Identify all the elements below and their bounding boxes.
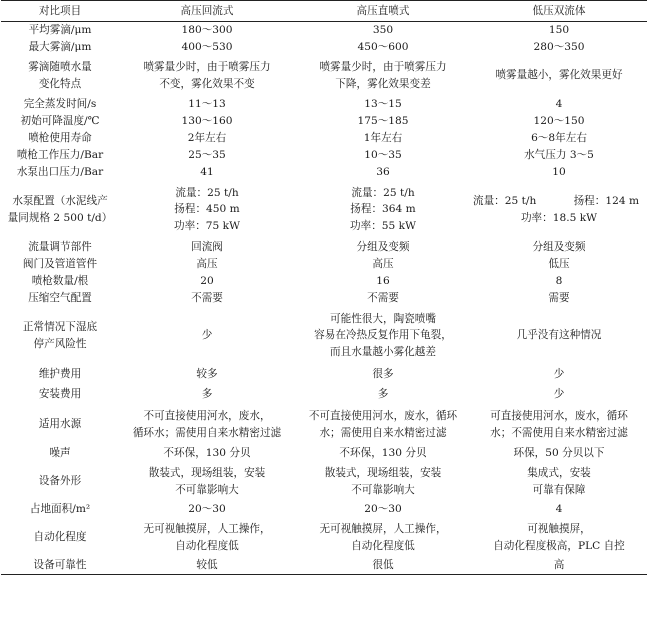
cell-line: 不需要 [367, 291, 399, 304]
row-label [1, 113, 119, 130]
cell-line: 不需要 [191, 291, 223, 304]
cell-high-pressure-return [119, 239, 295, 256]
cell-line: 停产风险性 [33, 337, 87, 350]
cell-low-pressure-twin-fluid [471, 164, 647, 181]
cell-line: 180～300 [181, 24, 233, 36]
cell-high-pressure-return [119, 164, 295, 181]
cell-line: 喷雾量少时，由于喷雾压力 [319, 61, 447, 73]
cell-high-pressure-direct [295, 239, 471, 256]
cell-low-pressure-twin-fluid [471, 405, 647, 445]
table-row [1, 181, 647, 239]
cell-low-pressure-twin-fluid [471, 385, 647, 405]
cell-line: 流量：25 t/h [175, 186, 239, 199]
cell-high-pressure-direct [295, 385, 471, 405]
cell-line: 450～600 [357, 40, 409, 53]
cell-line: 喷枪工作压力/Bar [16, 148, 104, 161]
cell-low-pressure-twin-fluid [471, 56, 647, 96]
cell-line: 流量：25 t/h [351, 186, 415, 199]
cell-line: 散装式，现场组装，安装 [324, 467, 442, 479]
cell-line: 4 [555, 503, 563, 516]
cell-line: 16 [376, 274, 390, 287]
cell-line: 自动化程度极高，PLC 自控 [493, 539, 625, 552]
cell-line: 容易在冷热反复作用下龟裂， [314, 329, 452, 342]
cell-high-pressure-direct [295, 96, 471, 113]
cell-line: 扬程：450 m [174, 203, 240, 216]
cell-high-pressure-direct [295, 365, 471, 385]
cell-high-pressure-direct [295, 113, 471, 130]
cell-line: 功率：18.5 kW [520, 211, 598, 224]
header-high-pressure-direct: 高压直喷式 [295, 1, 471, 22]
cell-line: 1年左右 [363, 131, 403, 144]
cell-line: 功率：75 kW [174, 219, 240, 232]
cell-high-pressure-return [119, 463, 295, 501]
cell-high-pressure-return [119, 290, 295, 307]
cell-low-pressure-twin-fluid [471, 501, 647, 519]
cell-low-pressure-twin-fluid [471, 463, 647, 501]
cell-line: 少 [201, 329, 213, 342]
cell-line: 变化特点 [38, 77, 82, 90]
row-label [1, 365, 119, 385]
cell-line: 无可视触摸屏，人工操作， [143, 523, 271, 535]
cell-low-pressure-twin-fluid [471, 39, 647, 56]
cell-line: 13～15 [364, 97, 402, 110]
cell-line: 不变，雾化效果不变 [159, 77, 255, 90]
table-row [1, 501, 647, 519]
cell-line: 36 [376, 165, 390, 178]
cell-high-pressure-return [119, 557, 295, 575]
cell-line: 散装式，现场组装，安装 [148, 467, 266, 479]
cell-high-pressure-return [119, 181, 295, 239]
cell-line: 不环保，130 分贝 [163, 447, 251, 460]
cell-line: 扬程：364 m [350, 203, 416, 216]
cell-high-pressure-direct [295, 147, 471, 164]
cell-high-pressure-direct [295, 501, 471, 519]
cell-line: 11～13 [188, 97, 226, 110]
header-item: 对比项目 [1, 1, 119, 22]
cell-line: 回流阀 [191, 240, 223, 253]
cell-line: 量同规格 2 500 t/d） [7, 211, 113, 224]
cell-line: 雾滴随喷水量 [28, 61, 92, 73]
table-row [1, 463, 647, 501]
cell-high-pressure-direct [295, 130, 471, 147]
table-row [1, 147, 647, 164]
table-row [1, 557, 647, 575]
cell-line: 低压 [548, 257, 570, 270]
row-label [1, 181, 119, 239]
row-label [1, 130, 119, 147]
cell-line: 120～150 [533, 114, 585, 127]
cell-line: 很低 [372, 559, 394, 571]
row-label [1, 290, 119, 307]
cell-line: 阀门及管道管件 [22, 257, 98, 270]
row-label [1, 501, 119, 519]
cell-low-pressure-twin-fluid [471, 147, 647, 164]
table-row [1, 519, 647, 557]
cell-line: 喷枪数量/根 [31, 274, 89, 287]
cell-high-pressure-direct [295, 405, 471, 445]
cell-line: 高 [553, 559, 565, 571]
cell-high-pressure-return [119, 113, 295, 130]
row-label [1, 463, 119, 501]
cell-line: 喷雾量越小，雾化效果更好 [495, 69, 623, 82]
cell-line: 适用水源 [38, 418, 82, 431]
cell-high-pressure-return [119, 22, 295, 39]
cell-line: 8 [555, 274, 563, 287]
table-row [1, 365, 647, 385]
cell-line: 较低 [196, 559, 218, 571]
table-row [1, 56, 647, 96]
cell-high-pressure-direct [295, 164, 471, 181]
cell-line: 噪声 [49, 447, 71, 460]
pump-pair [473, 193, 645, 210]
cell-line: 水泵出口压力/Bar [16, 165, 104, 178]
table-row [1, 273, 647, 290]
cell-high-pressure-direct [295, 519, 471, 557]
cell-line: 20～30 [188, 503, 226, 516]
row-label [1, 39, 119, 56]
cell-line: 280～350 [533, 40, 585, 53]
cell-line: 自动化程度低 [175, 539, 239, 552]
cell-line: 水泵配置（水泥线产 [12, 195, 108, 207]
cell-high-pressure-return [119, 501, 295, 519]
cell-low-pressure-twin-fluid [471, 307, 647, 365]
cell-line: 41 [200, 165, 214, 178]
cell-line: 不可靠影响大 [175, 483, 239, 496]
cell-line: 25～35 [188, 148, 226, 161]
cell-high-pressure-return [119, 385, 295, 405]
cell-high-pressure-direct [295, 39, 471, 56]
cell-line: 400～530 [181, 40, 233, 53]
cell-low-pressure-twin-fluid [471, 557, 647, 575]
table-row [1, 39, 647, 56]
cell-line: 多 [377, 388, 389, 401]
cell-line: 少 [553, 388, 565, 401]
row-label [1, 147, 119, 164]
comparison-table [1, 0, 647, 575]
cell-high-pressure-return [119, 96, 295, 113]
cell-line: 不环保，130 分贝 [339, 447, 427, 460]
row-label [1, 405, 119, 445]
row-label [1, 445, 119, 463]
cell-high-pressure-return [119, 273, 295, 290]
table-row [1, 385, 647, 405]
cell-high-pressure-direct [295, 307, 471, 365]
cell-line: 正常情况下湿底 [22, 321, 98, 333]
cell-low-pressure-twin-fluid [471, 445, 647, 463]
cell-high-pressure-direct [295, 256, 471, 273]
table-row [1, 130, 647, 147]
cell-low-pressure-twin-fluid [471, 365, 647, 385]
cell-line: 150 [548, 24, 570, 36]
cell-high-pressure-return [119, 445, 295, 463]
cell-line: 设备可靠性 [33, 559, 87, 571]
cell-line: 不可靠影响大 [351, 483, 415, 496]
table-row [1, 96, 647, 113]
row-label [1, 519, 119, 557]
cell-line: 10～35 [364, 148, 402, 161]
cell-high-pressure-direct [295, 557, 471, 575]
row-label [1, 557, 119, 575]
table-body [1, 22, 647, 575]
table-row [1, 22, 647, 39]
row-label [1, 164, 119, 181]
cell-line: 喷枪使用寿命 [28, 131, 92, 144]
cell-line: 平均雾滴/μm [28, 24, 92, 36]
cell-low-pressure-twin-fluid [471, 256, 647, 273]
cell-line: 可能性很大，陶瓷喷嘴 [330, 312, 436, 325]
cell-high-pressure-return [119, 147, 295, 164]
cell-low-pressure-twin-fluid [471, 113, 647, 130]
cell-line: 需要 [548, 291, 570, 304]
header-row [1, 1, 647, 22]
cell-high-pressure-return [119, 39, 295, 56]
cell-line: 扬程：124 m [573, 195, 639, 207]
cell-line: 4 [555, 97, 563, 110]
table-row [1, 113, 647, 130]
table-row [1, 256, 647, 273]
row-label [1, 273, 119, 290]
cell-line: 而且水量越小雾化越差 [330, 345, 436, 358]
cell-low-pressure-twin-fluid [471, 290, 647, 307]
cell-line: 环保，50 分贝以下 [513, 447, 605, 460]
cell-line: 不可直接使用河水，废水，循环 [308, 410, 458, 422]
cell-line: 175～185 [357, 114, 409, 127]
cell-line: 高压 [196, 257, 218, 270]
row-label [1, 239, 119, 256]
cell-line: 可直接使用河水，废水，循环 [490, 410, 628, 422]
cell-line: 水气压力 3～5 [524, 148, 594, 161]
cell-low-pressure-twin-fluid [471, 96, 647, 113]
cell-line: 高压 [372, 257, 394, 270]
table-row [1, 290, 647, 307]
cell-high-pressure-direct [295, 22, 471, 39]
cell-line: 可靠有保障 [532, 483, 586, 496]
cell-line: 分组及变频 [532, 240, 586, 253]
cell-line: 占地面积/m² [29, 503, 91, 516]
cell-line: 下降，雾化效果变差 [335, 77, 431, 90]
cell-line: 水；需使用自来水精密过滤 [319, 426, 447, 439]
table-row [1, 405, 647, 445]
cell-low-pressure-twin-fluid [471, 239, 647, 256]
cell-high-pressure-return [119, 56, 295, 96]
cell-high-pressure-return [119, 519, 295, 557]
cell-line: 较多 [196, 368, 218, 381]
cell-line: 自动化程度 [33, 531, 87, 544]
cell-low-pressure-twin-fluid [471, 22, 647, 39]
cell-line: 循环水；需使用自来水精密过滤 [132, 426, 282, 439]
cell-high-pressure-direct [295, 445, 471, 463]
cell-line: 350 [372, 24, 394, 36]
cell-line: 维护费用 [38, 368, 82, 381]
table-row [1, 164, 647, 181]
cell-line: 20 [200, 274, 214, 287]
cell-line: 水；不需使用自来水精密过滤 [490, 426, 628, 439]
cell-high-pressure-return [119, 130, 295, 147]
cell-line: 压缩空气配置 [28, 291, 92, 304]
cell-line: 喷雾量少时，由于喷雾压力 [143, 61, 271, 73]
cell-line: 完全蒸发时间/s [23, 97, 97, 110]
cell-high-pressure-return [119, 256, 295, 273]
row-label [1, 385, 119, 405]
cell-high-pressure-direct [295, 273, 471, 290]
table-row [1, 239, 647, 256]
row-label [1, 56, 119, 96]
cell-line: 自动化程度低 [351, 539, 415, 552]
header-low-pressure-twin-fluid: 低压双流体 [471, 1, 647, 22]
row-label [1, 22, 119, 39]
cell-high-pressure-direct [295, 290, 471, 307]
cell-line: 功率：55 kW [350, 219, 416, 232]
row-label [1, 96, 119, 113]
cell-high-pressure-direct [295, 463, 471, 501]
cell-line: 少 [553, 368, 565, 381]
cell-line: 流量：25 t/h [473, 195, 537, 207]
cell-line: 最大雾滴/μm [28, 40, 92, 53]
cell-high-pressure-return [119, 365, 295, 385]
cell-line: 几乎没有这种情况 [516, 329, 602, 342]
cell-line: 很多 [372, 368, 394, 381]
cell-line: 20～30 [364, 503, 402, 516]
cell-line: 安装费用 [38, 388, 82, 401]
table-row [1, 445, 647, 463]
cell-low-pressure-twin-fluid [471, 181, 647, 239]
cell-line: 设备外形 [38, 475, 82, 488]
cell-line: 不可直接使用河水，废水， [143, 410, 271, 422]
cell-high-pressure-return [119, 307, 295, 365]
cell-line: 分组及变频 [356, 240, 410, 253]
cell-low-pressure-twin-fluid [471, 519, 647, 557]
cell-line: 2年左右 [187, 131, 227, 144]
cell-line: 流量调节部件 [28, 240, 92, 253]
cell-low-pressure-twin-fluid [471, 273, 647, 290]
cell-high-pressure-return [119, 405, 295, 445]
cell-low-pressure-twin-fluid [471, 130, 647, 147]
cell-line: 可视触摸屏， [527, 523, 591, 535]
cell-line: 初始可降温度/℃ [20, 114, 100, 127]
header-high-pressure-return: 高压回流式 [119, 1, 295, 22]
cell-high-pressure-direct [295, 56, 471, 96]
cell-line: 6～8年左右 [531, 131, 587, 144]
row-label [1, 307, 119, 365]
table-row [1, 307, 647, 365]
cell-line: 130～160 [181, 114, 233, 127]
cell-line: 无可视触摸屏，人工操作， [319, 523, 447, 535]
row-label [1, 256, 119, 273]
cell-line: 集成式，安装 [527, 467, 591, 479]
cell-line: 10 [552, 165, 566, 178]
cell-high-pressure-direct [295, 181, 471, 239]
cell-line: 多 [201, 388, 213, 401]
